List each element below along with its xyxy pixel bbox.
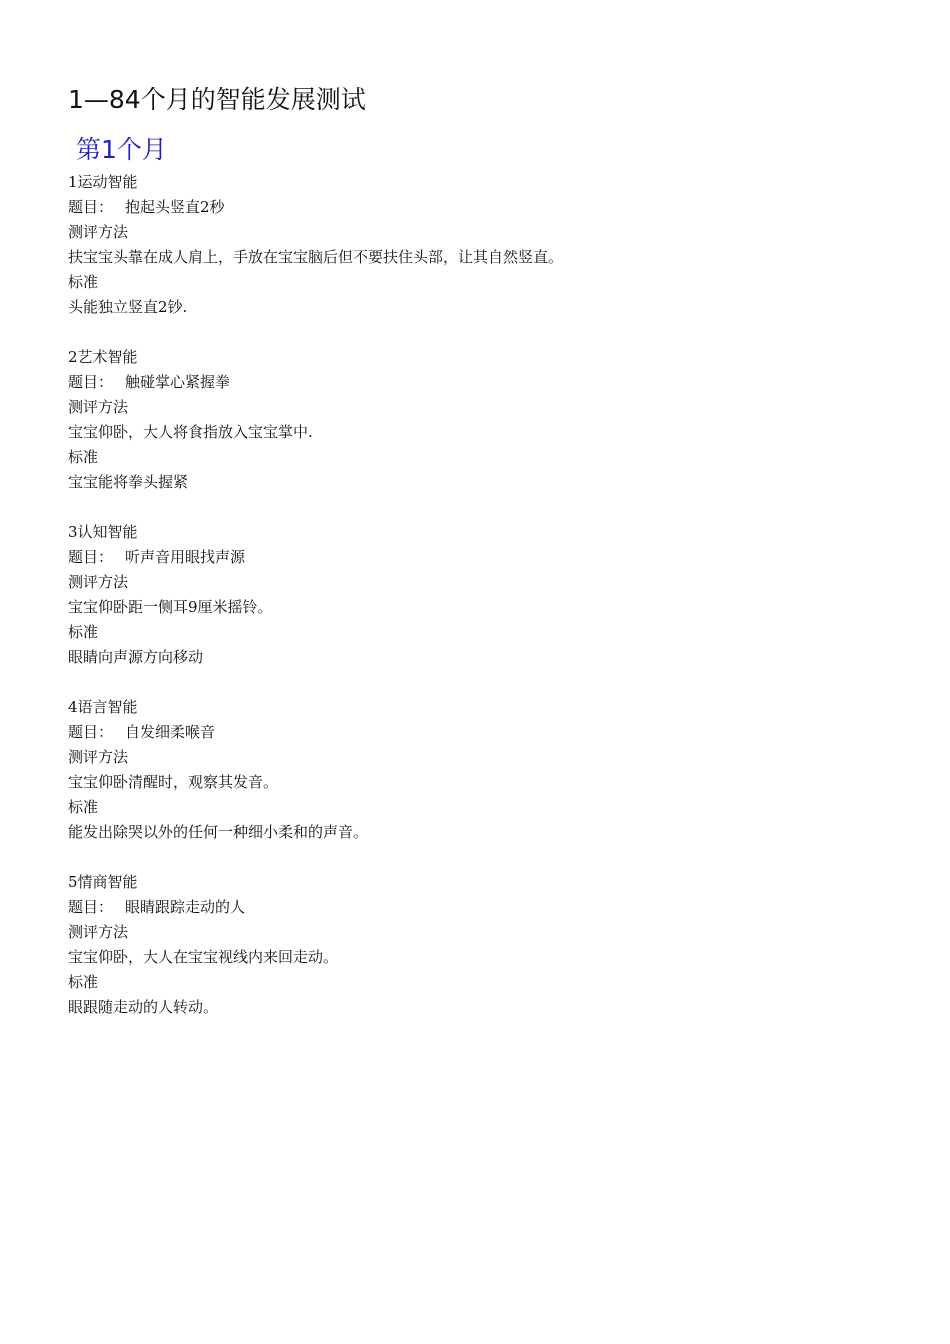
method-label: 测评方法 (68, 573, 129, 591)
section-heading: 5情商智能 (68, 873, 138, 891)
method-label: 测评方法 (68, 223, 129, 241)
topic-value: 听声音用眼找声源 (125, 548, 246, 566)
topic-value: 自发细柔喉音 (125, 723, 216, 741)
topic-value: 触碰掌心紧握拳 (125, 373, 231, 391)
topic-label: 题目： (68, 373, 114, 391)
standard-label: 标准 (68, 273, 99, 291)
assessment-section (68, 695, 888, 845)
month-heading: 第1个月 (76, 135, 167, 164)
assessment-section (68, 520, 888, 670)
method-text: 宝宝仰卧，大人在宝宝视线内来回走动。 (68, 948, 339, 966)
method-text: 扶宝宝头靠在成人肩上，手放在宝宝脑后但不要扶住头部，让其自然竖直。 (68, 248, 564, 266)
assessment-section (68, 170, 888, 320)
method-label: 测评方法 (68, 748, 129, 766)
method-label: 测评方法 (68, 398, 129, 416)
section-heading: 1运动智能 (68, 173, 138, 191)
topic-label: 题目： (68, 548, 114, 566)
standard-text: 能发出除哭以外的任何一种细小柔和的声音。 (68, 823, 369, 841)
standard-text: 眼跟随走动的人转动。 (68, 998, 219, 1016)
topic-label: 题目： (68, 723, 114, 741)
standard-label: 标准 (68, 623, 99, 641)
method-text: 宝宝仰卧清醒时，观察其发音。 (68, 773, 279, 791)
standard-text: 宝宝能将拳头握紧 (68, 473, 189, 491)
topic-line (68, 895, 888, 920)
topic-line (68, 720, 888, 745)
document-page (68, 84, 888, 1045)
topic-label: 题目： (68, 198, 114, 216)
standard-label: 标准 (68, 798, 99, 816)
section-heading: 4语言智能 (68, 698, 138, 716)
document-title: 1—84个月的智能发展测试 (68, 85, 366, 114)
section-heading: 2艺术智能 (68, 348, 138, 366)
topic-line (68, 195, 888, 220)
standard-text: 头能独立竖直2钞. (68, 298, 188, 316)
method-text: 宝宝仰卧距一侧耳9厘米摇铃。 (68, 598, 273, 616)
assessment-section (68, 345, 888, 495)
topic-label: 题目： (68, 898, 114, 916)
topic-line (68, 370, 888, 395)
method-text: 宝宝仰卧，大人将食指放入宝宝掌中. (68, 423, 313, 441)
topic-line (68, 545, 888, 570)
standard-label: 标准 (68, 448, 99, 466)
method-label: 测评方法 (68, 923, 129, 941)
assessment-section (68, 870, 888, 1020)
section-heading: 3认知智能 (68, 523, 138, 541)
topic-value: 抱起头竖直2秒 (125, 198, 225, 216)
standard-label: 标准 (68, 973, 99, 991)
standard-text: 眼睛向声源方向移动 (68, 648, 204, 666)
topic-value: 眼睛跟踪走动的人 (125, 898, 246, 916)
sections-container (68, 170, 888, 1020)
